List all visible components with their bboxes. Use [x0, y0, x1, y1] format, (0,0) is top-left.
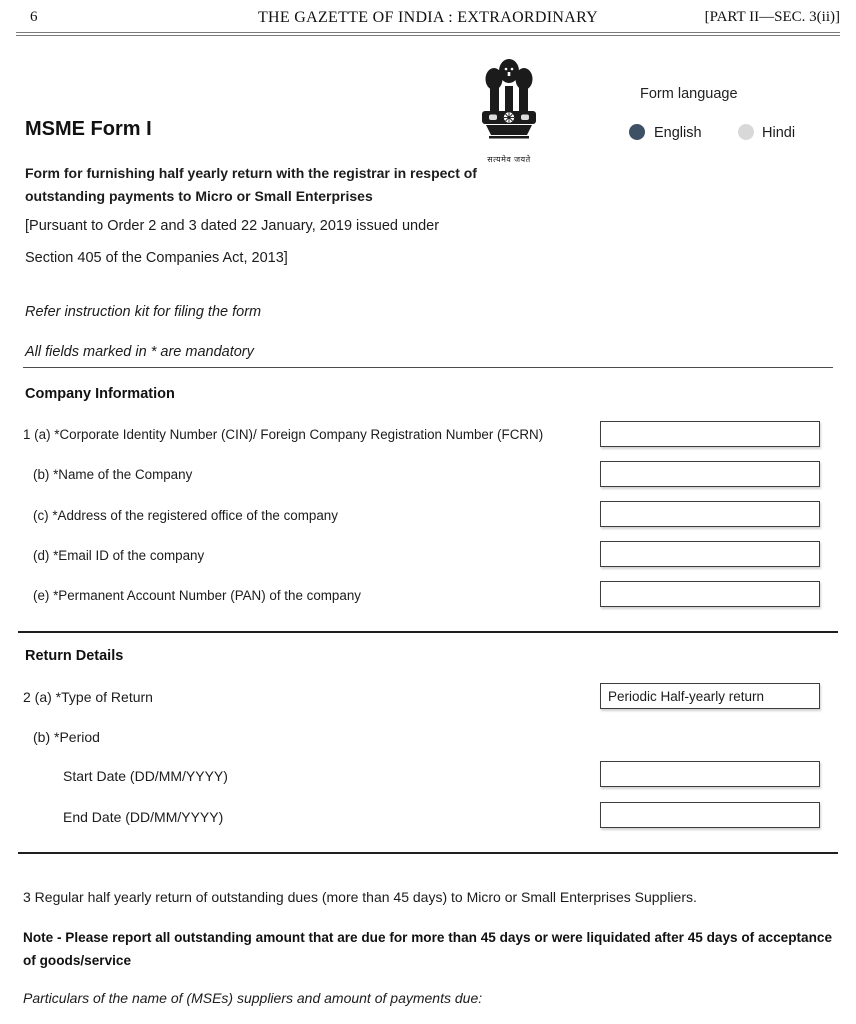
company-name-input[interactable]: [600, 461, 820, 487]
section-divider-2: [18, 852, 838, 854]
email-input[interactable]: [600, 541, 820, 567]
cin-input[interactable]: [600, 421, 820, 447]
pursuant-line-1: [Pursuant to Order 2 and 3 dated 22 January, 2019 issued under: [25, 218, 440, 234]
pan-label: (e) *Permanent Account Number (PAN) of the company: [33, 588, 361, 603]
end-date-input[interactable]: [600, 802, 820, 828]
page-number: 6: [30, 9, 38, 25]
period-label: (b) *Period: [33, 729, 100, 745]
india-emblem: [477, 56, 541, 165]
outstanding-note: Note - Please report all outstanding amount that are due for more than 45 days or were liquidated after 45 days of acceptance of goods/service: [23, 930, 833, 969]
type-of-return-label: 2 (a) *Type of Return: [23, 689, 153, 705]
form-description: Form for furnishing half yearly return with the registrar in respect of outstanding payments to Micro or Small Enterprises: [25, 165, 477, 205]
header-divider: [16, 32, 840, 36]
type-of-return-input[interactable]: [600, 683, 820, 709]
particulars-caption: Particulars of the name of (MSEs) suppliers and amount of payments due:: [23, 990, 483, 1006]
radio-english-label[interactable]: English: [654, 125, 702, 141]
end-date-label: End Date (DD/MM/YYYY): [63, 809, 224, 825]
gazette-title: THE GAZETTE OF INDIA : EXTRAORDINARY: [257, 9, 599, 26]
radio-hindi[interactable]: [738, 124, 754, 140]
lion-capital-icon: [477, 56, 541, 148]
instruction-kit-note: Refer instruction kit for filing the form: [25, 304, 262, 320]
cin-label: 1 (a) *Corporate Identity Number (CIN)/ Foreign Company Registration Number (FCRN): [23, 427, 544, 442]
intro-divider: [23, 367, 833, 368]
form-name-heading: MSME Form I: [25, 118, 152, 140]
company-information-heading: Company Information: [25, 386, 175, 402]
radio-hindi-label[interactable]: Hindi: [762, 125, 796, 141]
start-date-input[interactable]: [600, 761, 820, 787]
email-label: (d) *Email ID of the company: [33, 548, 205, 563]
form-language-label: Form language: [640, 86, 738, 102]
registered-address-label: (c) *Address of the registered office of the company: [33, 508, 338, 523]
return-details-heading: Return Details: [25, 648, 124, 664]
emblem-motto: सत्यमेव जयते: [487, 155, 531, 164]
mandatory-fields-note: All fields marked in * are mandatory: [25, 344, 254, 360]
pan-input[interactable]: [600, 581, 820, 607]
gazette-part-ref: [PART II—SEC. 3(ii)]: [704, 9, 840, 25]
company-name-label: (b) *Name of the Company: [33, 467, 193, 482]
regular-return-line: 3 Regular half yearly return of outstanding dues (more than 45 days) to Micro or Small Enterprises Suppliers.: [23, 889, 697, 905]
pursuant-line-2: Section 405 of the Companies Act, 2013]: [25, 250, 288, 266]
radio-english[interactable]: [629, 124, 645, 140]
section-divider-1: [18, 631, 838, 633]
start-date-label: Start Date (DD/MM/YYYY): [63, 768, 228, 784]
registered-address-input[interactable]: [600, 501, 820, 527]
